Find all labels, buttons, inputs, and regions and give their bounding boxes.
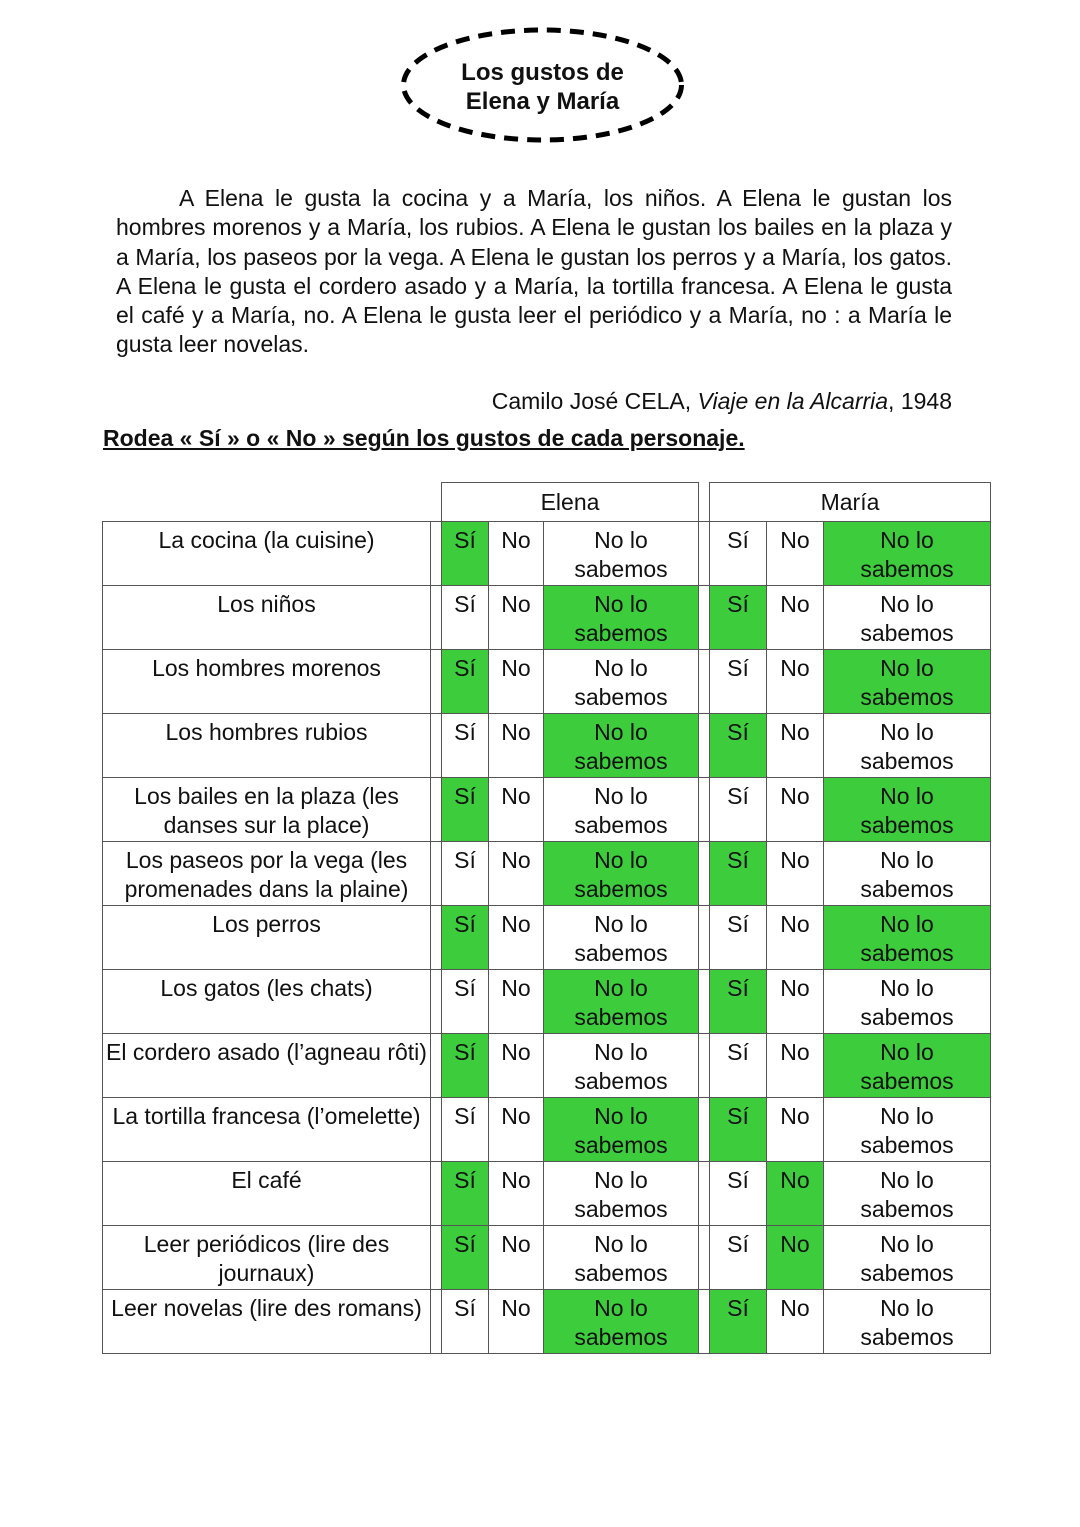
option-text: sabemos — [860, 748, 954, 774]
option-text: No lo — [594, 911, 648, 937]
elena-option-no[interactable]: No — [489, 970, 544, 1034]
citation-year: , 1948 — [888, 388, 952, 414]
option-text: No lo — [594, 1167, 648, 1193]
option-text: No lo — [594, 655, 648, 681]
table-row — [103, 1162, 991, 1226]
option-text: No lo — [880, 1167, 934, 1193]
row-label: Leer periódicos (lire des journaux) — [103, 1226, 431, 1290]
spacer-cell — [431, 714, 442, 778]
elena-option-no[interactable]: No — [489, 1162, 544, 1226]
maria-option-no-lo-sabemos[interactable] — [824, 1290, 991, 1354]
option-text: sabemos — [860, 556, 954, 582]
row-label: Leer novelas (lire des romans) — [103, 1290, 431, 1354]
maria-option-si[interactable]: Sí — [710, 650, 767, 714]
elena-option-si[interactable]: Sí — [442, 970, 489, 1034]
maria-option-no[interactable]: No — [767, 1034, 824, 1098]
row-label: El café — [103, 1162, 431, 1226]
page-title — [400, 58, 685, 116]
maria-option-no[interactable]: No — [767, 522, 824, 586]
elena-option-no-lo-sabemos[interactable] — [544, 970, 699, 1034]
option-text: sabemos — [574, 1068, 668, 1094]
maria-option-si[interactable]: Sí — [710, 1162, 767, 1226]
table-row — [103, 586, 991, 650]
option-text: No lo — [880, 847, 934, 873]
elena-option-si[interactable]: Sí — [442, 1034, 489, 1098]
spacer-cell — [431, 650, 442, 714]
table-row — [103, 522, 991, 586]
spacer-cell — [699, 1290, 710, 1354]
elena-option-no[interactable]: No — [489, 1290, 544, 1354]
elena-option-si[interactable]: Sí — [442, 1226, 489, 1290]
spacer-cell — [699, 842, 710, 906]
maria-option-no-lo-sabemos[interactable] — [824, 1098, 991, 1162]
option-text: sabemos — [574, 812, 668, 838]
row-label: La tortilla francesa (l’omelette) — [103, 1098, 431, 1162]
option-text: No lo — [594, 847, 648, 873]
elena-option-si[interactable]: Sí — [442, 778, 489, 842]
text-passage: A Elena le gusta la cocina y a María, los niños. A Elena le gustan los hombres morenos y a María, los rubios. A Elena le gustan los bailes en la plaza y a María, los paseos por la vega. A Elena le gustan los perros y a María, los gatos. A Elena le gusta el cordero asado y a María, la tortilla francesa. A Elena le gusta el café y a María, no. A Elena le gusta leer el periódico y a María, no : a María le gusta leer novelas. — [116, 185, 952, 358]
row-label: Los bailes en la plaza (les danses sur la place) — [103, 778, 431, 842]
option-text: sabemos — [574, 940, 668, 966]
spacer-cell — [431, 1290, 442, 1354]
spacer-cell — [699, 1098, 710, 1162]
header-maria: María — [710, 483, 991, 522]
row-label: Los paseos por la vega (les promenades dans la plaine) — [103, 842, 431, 906]
maria-option-no[interactable]: No — [767, 842, 824, 906]
option-text: No lo — [880, 975, 934, 1001]
elena-option-no-lo-sabemos[interactable] — [544, 1162, 699, 1226]
spacer-cell — [699, 1226, 710, 1290]
table-row — [103, 842, 991, 906]
title-line-1: Los gustos de — [461, 59, 624, 86]
option-text: No lo — [594, 1103, 648, 1129]
elena-option-no[interactable]: No — [489, 714, 544, 778]
spacer-cell — [431, 970, 442, 1034]
option-text: sabemos — [860, 876, 954, 902]
option-text: No lo — [594, 975, 648, 1001]
maria-option-si[interactable]: Sí — [710, 778, 767, 842]
header-elena: Elena — [442, 483, 699, 522]
option-text: sabemos — [860, 684, 954, 710]
maria-option-si[interactable]: Sí — [710, 842, 767, 906]
elena-option-no-lo-sabemos[interactable] — [544, 1226, 699, 1290]
option-text: sabemos — [860, 1068, 954, 1094]
spacer-cell — [431, 906, 442, 970]
elena-option-no-lo-sabemos[interactable] — [544, 842, 699, 906]
table-row — [103, 1226, 991, 1290]
maria-option-si[interactable]: Sí — [710, 906, 767, 970]
elena-option-si[interactable]: Sí — [442, 714, 489, 778]
row-label: Los hombres rubios — [103, 714, 431, 778]
spacer-cell — [699, 1162, 710, 1226]
option-text: sabemos — [860, 1196, 954, 1222]
maria-option-no[interactable]: No — [767, 650, 824, 714]
option-text: sabemos — [574, 1196, 668, 1222]
table-row — [103, 906, 991, 970]
maria-option-si[interactable]: Sí — [710, 1034, 767, 1098]
elena-option-no[interactable]: No — [489, 842, 544, 906]
option-text: No lo — [880, 1231, 934, 1257]
option-text: No lo — [594, 591, 648, 617]
option-text: sabemos — [860, 1004, 954, 1030]
table-row — [103, 970, 991, 1034]
option-text: sabemos — [860, 940, 954, 966]
elena-option-no[interactable]: No — [489, 906, 544, 970]
option-text: No lo — [880, 655, 934, 681]
elena-option-no[interactable]: No — [489, 1034, 544, 1098]
elena-option-no[interactable]: No — [489, 1226, 544, 1290]
elena-option-si[interactable]: Sí — [442, 906, 489, 970]
option-text: sabemos — [574, 620, 668, 646]
spacer-cell — [431, 1226, 442, 1290]
spacer-cell — [431, 1098, 442, 1162]
maria-option-no-lo-sabemos[interactable] — [824, 970, 991, 1034]
elena-option-no-lo-sabemos[interactable] — [544, 1098, 699, 1162]
option-text: sabemos — [574, 1260, 668, 1286]
choices-table — [102, 482, 991, 1354]
citation-work: Viaje en la Alcarria — [697, 388, 889, 414]
elena-option-no[interactable]: No — [489, 650, 544, 714]
elena-option-si[interactable]: Sí — [442, 586, 489, 650]
elena-option-no-lo-sabemos[interactable] — [544, 1034, 699, 1098]
option-text: No lo — [880, 527, 934, 553]
option-text: sabemos — [860, 620, 954, 646]
option-text: No lo — [594, 1231, 648, 1257]
option-text: No lo — [880, 719, 934, 745]
elena-option-si[interactable]: Sí — [442, 1290, 489, 1354]
row-label: Los hombres morenos — [103, 650, 431, 714]
elena-option-no-lo-sabemos[interactable] — [544, 522, 699, 586]
spacer-cell — [431, 778, 442, 842]
option-text: sabemos — [574, 748, 668, 774]
table-row — [103, 1290, 991, 1354]
maria-option-no[interactable]: No — [767, 714, 824, 778]
maria-option-si[interactable]: Sí — [710, 1290, 767, 1354]
citation — [492, 388, 952, 415]
table-row — [103, 1098, 991, 1162]
option-text: sabemos — [574, 1132, 668, 1158]
elena-option-no-lo-sabemos[interactable] — [544, 778, 699, 842]
citation-author: Camilo José CELA, — [491, 388, 698, 414]
table-row — [103, 778, 991, 842]
option-text: sabemos — [574, 1324, 668, 1350]
maria-option-si[interactable]: Sí — [710, 522, 767, 586]
maria-option-no[interactable]: No — [767, 1162, 824, 1226]
spacer-cell — [699, 586, 710, 650]
maria-option-si[interactable]: Sí — [710, 1098, 767, 1162]
maria-option-no-lo-sabemos[interactable] — [824, 522, 991, 586]
option-text: No lo — [594, 719, 648, 745]
option-text: sabemos — [574, 1004, 668, 1030]
spacer-cell — [431, 842, 442, 906]
maria-option-no[interactable]: No — [767, 586, 824, 650]
spacer-cell — [699, 1034, 710, 1098]
spacer-cell — [431, 1162, 442, 1226]
row-label: Los perros — [103, 906, 431, 970]
instruction: Rodea « Sí » o « No » según los gustos de cada personaje. — [103, 425, 745, 451]
table-row — [103, 714, 991, 778]
maria-option-no-lo-sabemos[interactable] — [824, 714, 991, 778]
row-label: El cordero asado (l’agneau rôti) — [103, 1034, 431, 1098]
option-text: sabemos — [574, 684, 668, 710]
maria-option-si[interactable]: Sí — [710, 970, 767, 1034]
row-label: Los gatos (les chats) — [103, 970, 431, 1034]
option-text: sabemos — [574, 556, 668, 582]
maria-option-no-lo-sabemos[interactable] — [824, 1226, 991, 1290]
elena-option-no[interactable]: No — [489, 778, 544, 842]
elena-option-si[interactable]: Sí — [442, 522, 489, 586]
option-text: sabemos — [574, 876, 668, 902]
elena-option-no-lo-sabemos[interactable] — [544, 1290, 699, 1354]
option-text: sabemos — [860, 1324, 954, 1350]
spacer-cell — [699, 714, 710, 778]
maria-option-no-lo-sabemos[interactable] — [824, 650, 991, 714]
elena-option-si[interactable]: Sí — [442, 1162, 489, 1226]
option-text: No lo — [594, 1295, 648, 1321]
option-text: No lo — [594, 527, 648, 553]
maria-option-no-lo-sabemos[interactable] — [824, 1034, 991, 1098]
option-text: No lo — [880, 1039, 934, 1065]
maria-option-no[interactable]: No — [767, 1226, 824, 1290]
spacer-cell — [699, 906, 710, 970]
elena-option-no-lo-sabemos[interactable] — [544, 714, 699, 778]
option-text: No lo — [594, 783, 648, 809]
option-text: No lo — [880, 783, 934, 809]
table-row — [103, 1034, 991, 1098]
spacer-cell — [699, 522, 710, 586]
elena-option-no[interactable]: No — [489, 586, 544, 650]
spacer-cell — [431, 586, 442, 650]
spacer-cell — [431, 522, 442, 586]
maria-option-si[interactable]: Sí — [710, 586, 767, 650]
elena-option-si[interactable]: Sí — [442, 1098, 489, 1162]
spacer-cell — [699, 778, 710, 842]
maria-option-no[interactable]: No — [767, 778, 824, 842]
spacer-cell — [699, 650, 710, 714]
elena-option-si[interactable]: Sí — [442, 842, 489, 906]
row-label: Los niños — [103, 586, 431, 650]
option-text: No lo — [880, 1295, 934, 1321]
maria-option-no-lo-sabemos[interactable] — [824, 906, 991, 970]
option-text: sabemos — [860, 1260, 954, 1286]
spacer-cell — [699, 970, 710, 1034]
elena-option-si[interactable]: Sí — [442, 650, 489, 714]
option-text: No lo — [880, 591, 934, 617]
maria-option-no-lo-sabemos[interactable] — [824, 842, 991, 906]
option-text: No lo — [880, 911, 934, 937]
maria-option-si[interactable]: Sí — [710, 714, 767, 778]
row-label: La cocina (la cuisine) — [103, 522, 431, 586]
maria-option-no-lo-sabemos[interactable] — [824, 586, 991, 650]
option-text: sabemos — [860, 812, 954, 838]
maria-option-no[interactable]: No — [767, 1290, 824, 1354]
maria-option-no[interactable]: No — [767, 1098, 824, 1162]
elena-option-no[interactable]: No — [489, 522, 544, 586]
elena-option-no[interactable]: No — [489, 1098, 544, 1162]
option-text: No lo — [594, 1039, 648, 1065]
maria-option-no-lo-sabemos[interactable] — [824, 1162, 991, 1226]
maria-option-no-lo-sabemos[interactable] — [824, 778, 991, 842]
table-row — [103, 650, 991, 714]
maria-option-no[interactable]: No — [767, 970, 824, 1034]
elena-option-no-lo-sabemos[interactable] — [544, 906, 699, 970]
elena-option-no-lo-sabemos[interactable] — [544, 586, 699, 650]
maria-option-si[interactable]: Sí — [710, 1226, 767, 1290]
maria-option-no[interactable]: No — [767, 906, 824, 970]
title-line-2: Elena y María — [465, 88, 620, 115]
option-text: sabemos — [860, 1132, 954, 1158]
spacer-cell — [431, 1034, 442, 1098]
option-text: No lo — [880, 1103, 934, 1129]
elena-option-no-lo-sabemos[interactable] — [544, 650, 699, 714]
